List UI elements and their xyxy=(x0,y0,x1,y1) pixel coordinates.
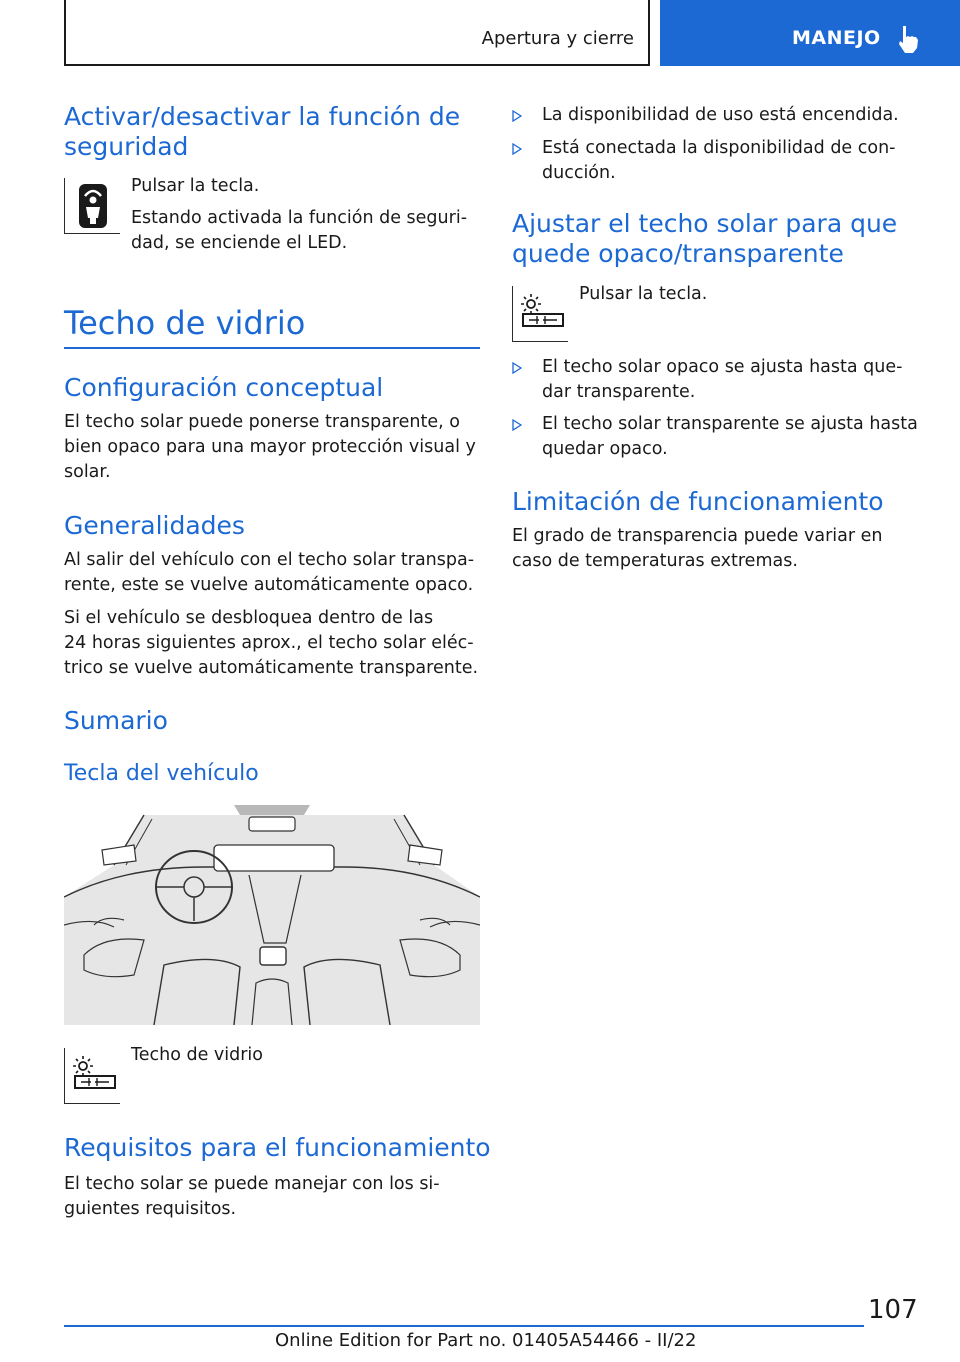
bullet-text: La disponibilidad de uso está encendida. xyxy=(542,105,899,125)
footer-edition: Online Edition for Part no. 01405A54466 - II/22 xyxy=(275,1330,697,1351)
concept-line-2: bien opaco para una mayor protección visual y xyxy=(64,437,476,457)
triangle-bullet-icon xyxy=(512,419,522,431)
vehicle-key-title: Tecla del vehículo xyxy=(64,761,259,786)
bullet-item xyxy=(512,412,932,462)
requirements-line-1: El techo solar se puede manejar con los si- xyxy=(64,1174,440,1194)
bullet-text: quedar opaco. xyxy=(542,439,668,459)
limit-line-1: El grado de transparencia puede variar en xyxy=(512,526,883,546)
bullet-text: dar transparente. xyxy=(542,382,696,402)
general-line-3: Si el vehículo se desbloquea dentro de las xyxy=(64,608,434,628)
adjust-paragraph: Pulsar la tecla. xyxy=(579,284,708,304)
concept-line-1: El techo solar puede ponerse transparente, o xyxy=(64,412,460,432)
general-title: Generalidades xyxy=(64,511,245,540)
header-chapter-label: MANEJO xyxy=(792,27,881,49)
header-section-box xyxy=(64,0,650,66)
glass-roof-icon xyxy=(512,286,568,342)
bullet-text: ducción. xyxy=(542,163,616,183)
glass-roof-icon xyxy=(64,1048,120,1104)
general-line-4: 24 horas siguientes aprox., el techo solar eléc- xyxy=(64,633,474,653)
bullet-item xyxy=(512,136,932,186)
bullet-item xyxy=(512,103,932,128)
footer-rule xyxy=(64,1325,864,1327)
security-paragraph-2b: dad, se enciende el LED. xyxy=(131,233,348,253)
general-line-2: rente, este se vuelve automáticamente opaco. xyxy=(64,575,474,595)
concept-line-3: solar. xyxy=(64,462,111,482)
bullet-text: El techo solar transparente se ajusta hasta xyxy=(542,414,918,434)
main-title: Techo de vidrio xyxy=(64,304,306,342)
limit-title: Limitación de funcionamiento xyxy=(512,487,884,516)
header-section-label: Apertura y cierre xyxy=(481,28,634,49)
page-number: 107 xyxy=(868,1295,918,1325)
limit-line-2: caso de temperaturas extremas. xyxy=(512,551,798,571)
bullet-text: El techo solar opaco se ajusta hasta que- xyxy=(542,357,903,377)
general-line-1: Al salir del vehículo con el techo solar transpa- xyxy=(64,550,475,570)
security-title-line1: Activar/desactivar la función de xyxy=(64,102,461,131)
bullet-text: Está conectada la disponibilidad de con- xyxy=(542,138,896,158)
roof-icon-label: Techo de vidrio xyxy=(131,1045,263,1065)
requirements-title: Requisitos para el funcionamiento xyxy=(64,1133,491,1162)
bullet-item xyxy=(512,355,932,405)
security-title-line2: seguridad xyxy=(64,132,189,161)
car-interior-illustration xyxy=(64,805,480,1025)
general-line-5: trico se vuelve automáticamente transparente. xyxy=(64,658,479,678)
security-paragraph-1: Pulsar la tecla. xyxy=(131,176,260,196)
security-paragraph-2a: Estando activada la función de seguri- xyxy=(131,208,468,228)
adjust-title-line1: Ajustar el techo solar para que xyxy=(512,209,898,238)
child-lock-icon xyxy=(64,178,120,234)
hand-pointer-icon xyxy=(896,24,922,54)
triangle-bullet-icon xyxy=(512,143,522,155)
triangle-bullet-icon xyxy=(512,110,522,122)
header-chapter-tab xyxy=(660,0,960,66)
triangle-bullet-icon xyxy=(512,362,522,374)
requirements-line-2: guientes requisitos. xyxy=(64,1199,237,1219)
adjust-title-line2: quede opaco/transparente xyxy=(512,239,844,268)
summary-title: Sumario xyxy=(64,706,168,735)
title-rule xyxy=(64,347,480,349)
concept-title: Configuración conceptual xyxy=(64,373,384,402)
